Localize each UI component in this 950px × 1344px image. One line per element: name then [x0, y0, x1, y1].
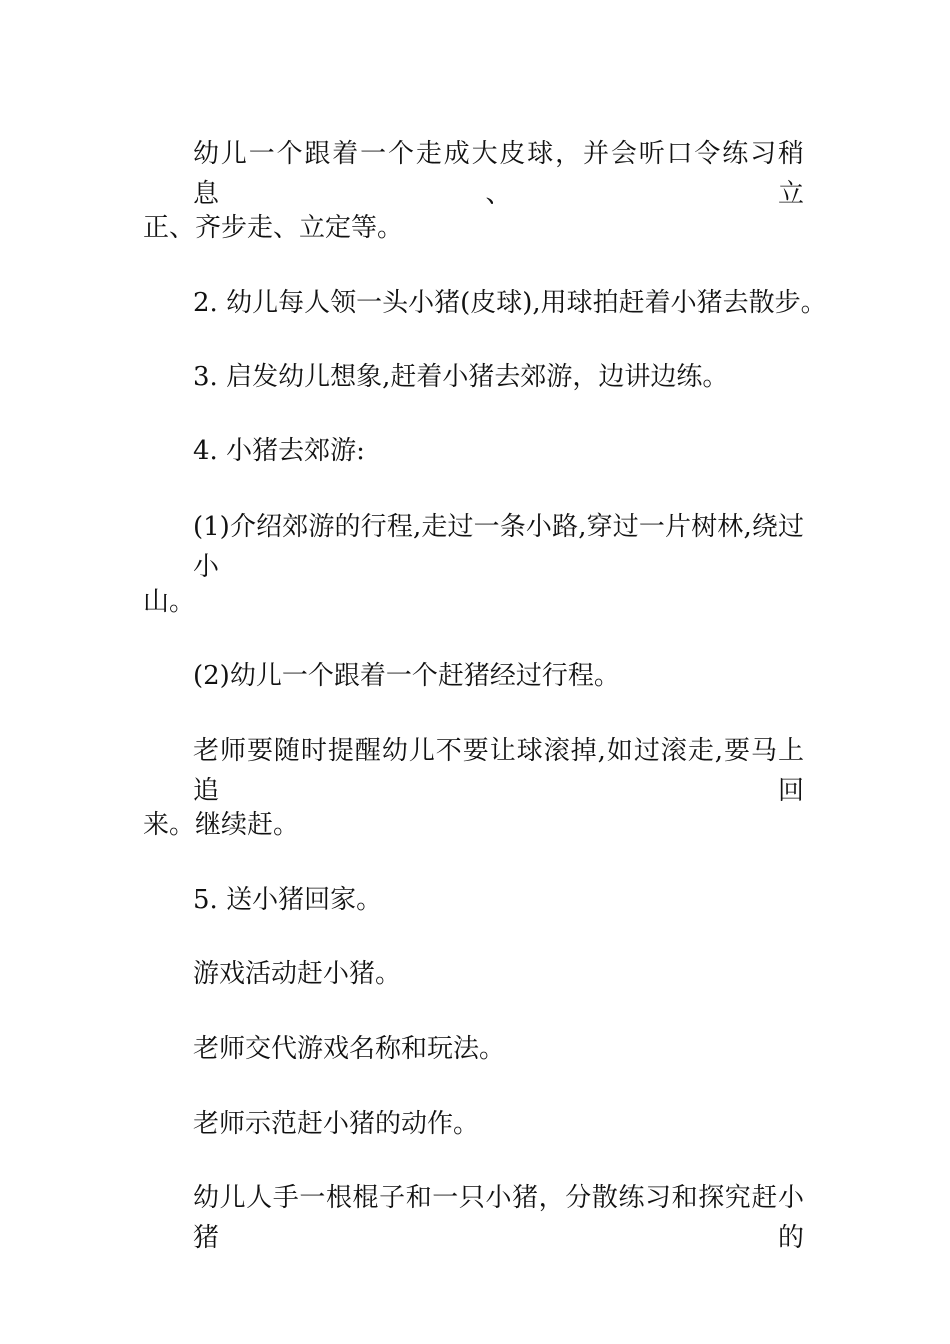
paragraph-line: 来。继续赶。 [143, 810, 300, 840]
paragraph-line: (1)介绍郊游的行程,走过一条小路,穿过一片树林,绕过小 [193, 512, 804, 582]
paragraph-line: 幼儿一个跟着一个走成大皮球，并会听口令练习稍息、立 [193, 139, 804, 209]
paragraph-line: 2. 幼儿每人领一头小猪(皮球),用球拍赶着小猪去散步。 [193, 288, 827, 318]
paragraph-line: 老师示范赶小猪的动作。 [193, 1109, 480, 1139]
paragraph-line: 正、齐步走、立定等。 [143, 213, 404, 243]
paragraph-line: 老师交代游戏名称和玩法。 [193, 1034, 506, 1064]
paragraph-line: 老师要随时提醒幼儿不要让球滚掉,如过滚走,要马上追回 [193, 736, 804, 806]
paragraph-line: 山。 [143, 587, 196, 617]
paragraph-line: 3. 启发幼儿想象,赶着小猪去郊游，边讲边练。 [193, 362, 729, 392]
paragraph-line: 5. 送小猪回家。 [193, 885, 383, 915]
paragraph-line: 幼儿人手一根棍子和一只小猪，分散练习和探究赶小猪的 [193, 1183, 804, 1253]
paragraph-line: (2)幼儿一个跟着一个赶猪经过行程。 [193, 661, 620, 691]
paragraph-line: 游戏活动赶小猪。 [193, 959, 402, 989]
paragraph-line: 4. 小猪去郊游: [193, 436, 365, 466]
